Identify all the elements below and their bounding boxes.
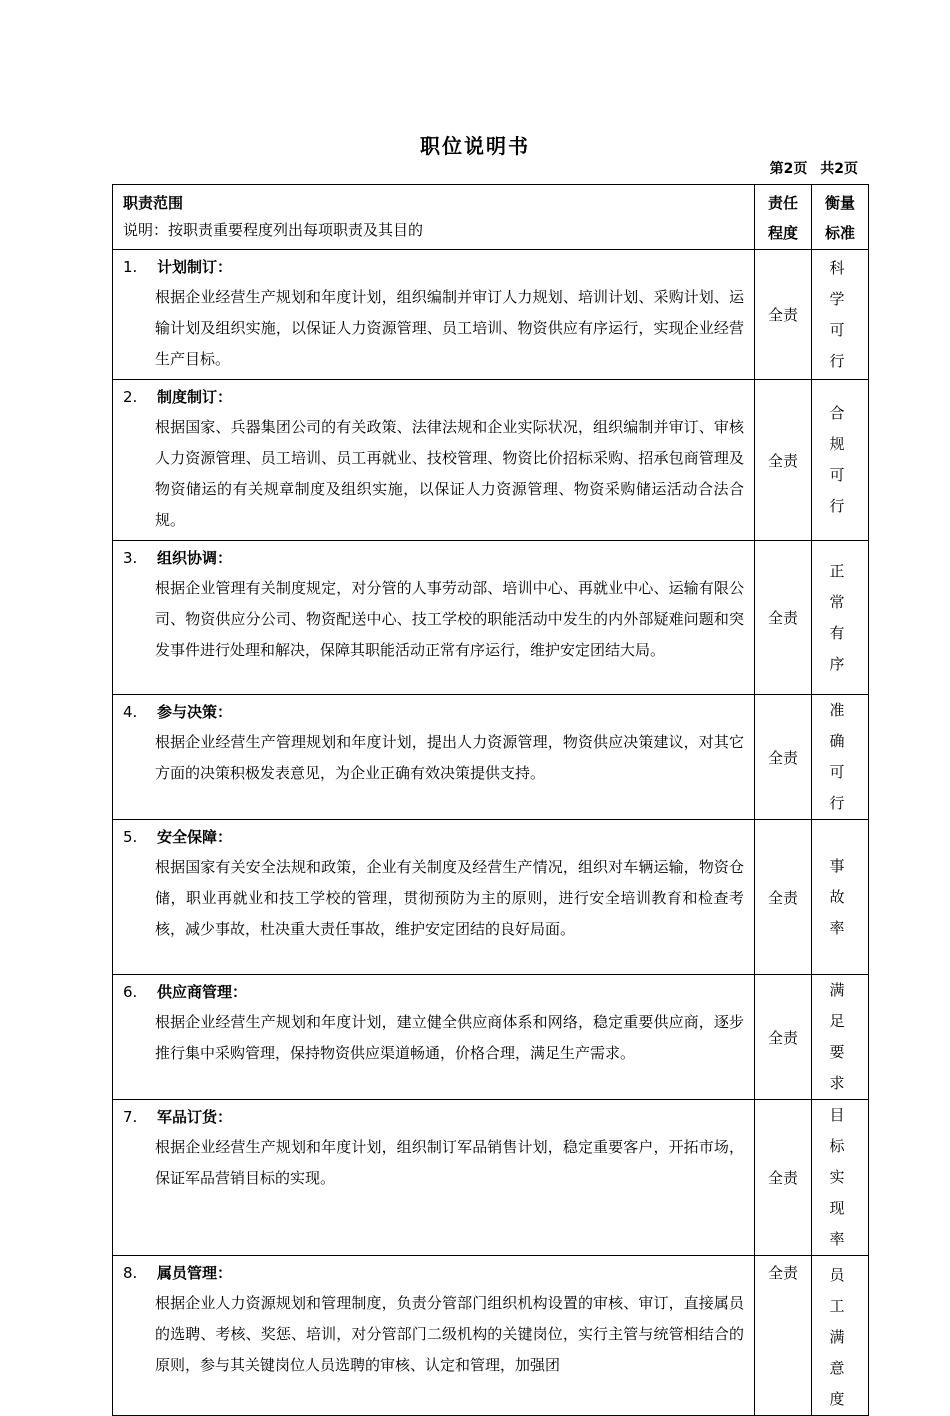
- duty-heading: [113, 975, 754, 1005]
- duty-cell: [113, 1256, 755, 1416]
- standard-line1: 准确: [829, 701, 851, 750]
- table-row: [113, 975, 869, 1100]
- standard-cell: [812, 250, 869, 380]
- duty-heading: [113, 695, 754, 725]
- standard-cell: [812, 1256, 869, 1416]
- table-row: [113, 695, 869, 820]
- standard-line1: 事故: [829, 856, 851, 906]
- standard-line2: 满意: [829, 1328, 851, 1377]
- duty-heading-text: 军品订货：: [157, 1108, 233, 1126]
- duty-number: 4.: [123, 703, 138, 721]
- duty-cell: [113, 541, 755, 695]
- responsibility-cell: 全责: [755, 975, 812, 1100]
- responsibility-cell: 全责: [755, 695, 812, 820]
- responsibility-cell: 全责: [755, 820, 812, 975]
- duty-description: 根据国家、兵器集团公司的有关政策、法律法规和企业实际状况，组织编制并审订、审核人力资源管理、员工培训、员工再就业、技校管理、物资比价招标采购、招承包商管理及物资储运的有关规章制度及组织实施，以保证人力资源管理、物资采购储运活动合法合规。: [155, 418, 744, 529]
- standard-line2: 实现: [829, 1168, 851, 1217]
- standard-line2: 率: [829, 918, 851, 937]
- duty-heading-text: 安全保障：: [157, 828, 233, 846]
- table-row: [113, 1256, 869, 1416]
- responsibility-cell: 全责: [755, 1100, 812, 1256]
- responsibility-header-cell: [755, 185, 812, 250]
- scope-note: 说明：按职责重要程度列出每项职责及其目的: [123, 221, 424, 239]
- responsibility-cell: 全责: [755, 1256, 812, 1416]
- standard-cell: [812, 1100, 869, 1256]
- table-row: [113, 820, 869, 975]
- duty-description: 根据企业经营生产规划和年度计划，建立健全供应商体系和网络，稳定重要供应商，逐步推行集中采购管理，保持物资供应渠道畅通，价格合理，满足生产需求。: [155, 1013, 744, 1062]
- scope-title: 职责范围: [123, 194, 184, 212]
- document-title: 职位说明书: [420, 134, 530, 158]
- duty-number: 3.: [123, 549, 138, 567]
- standard-header-line1: 衡量: [824, 194, 855, 212]
- duty-heading-text: 供应商管理：: [157, 983, 248, 1001]
- standard-line2: 可行: [829, 320, 851, 370]
- standard-line1: 合规: [829, 404, 851, 453]
- duty-heading-text: 属员管理：: [157, 1264, 233, 1282]
- standard-line1: 科学: [829, 258, 851, 308]
- table-row: [113, 1100, 869, 1256]
- duty-number: 2.: [123, 388, 138, 406]
- duty-heading-text: 制度制订：: [157, 388, 233, 406]
- table-row: [113, 380, 869, 541]
- duty-cell: [113, 250, 755, 380]
- standard-cell: [812, 975, 869, 1100]
- duty-cell: [113, 975, 755, 1100]
- duty-description: 根据企业管理有关制度规定，对分管的人事劳动部、培训中心、再就业中心、运输有限公司、物资供应分公司、物资配送中心、技工学校的职能活动中发生的内外部疑难问题和突发事件进行处理和解决，保障其职能活动正常有序运行，维护安定团结大局。: [155, 579, 744, 659]
- page-info: 第2页 共2页: [769, 161, 858, 177]
- duty-cell: [113, 380, 755, 541]
- duty-cell: [113, 695, 755, 820]
- standard-cell: [812, 541, 869, 695]
- duty-description: 根据企业经营生产规划和年度计划，组织编制并审订人力规划、培训计划、采购计划、运输计划及组织实施，以保证人力资源管理、员工培训、物资供应有序运行，实现企业经营生产目标。: [155, 288, 744, 368]
- duty-heading: [113, 250, 754, 280]
- table-row: [113, 541, 869, 695]
- standard-cell: [812, 695, 869, 820]
- duty-heading: [113, 380, 754, 410]
- duty-heading-text: 组织协调：: [157, 549, 233, 567]
- duty-heading: [113, 541, 754, 571]
- duty-number: 1.: [123, 258, 138, 276]
- responsibility-header-line2: 程度: [767, 224, 798, 242]
- duty-cell: [113, 820, 755, 975]
- responsibility-header-line1: 责任: [767, 194, 798, 212]
- duty-description: 根据国家有关安全法规和政策，企业有关制度及经营生产情况，组织对车辆运输，物资仓储，职业再就业和技工学校的管理，贯彻预防为主的原则，进行安全培训教育和检查考核，减少事故，杜决重大责任事故，维护安定团结的良好局面。: [155, 858, 744, 938]
- standard-line1: 员工: [829, 1266, 851, 1315]
- duty-number: 7.: [123, 1108, 138, 1126]
- standard-line1: 满足: [829, 981, 851, 1030]
- duty-heading: [113, 820, 754, 850]
- duty-table: [112, 184, 869, 1416]
- table-row: [113, 250, 869, 380]
- duty-cell: [113, 1100, 755, 1256]
- duty-number: 5.: [123, 828, 138, 846]
- duty-number: 6.: [123, 983, 138, 1001]
- responsibility-cell: 全责: [755, 380, 812, 541]
- standard-cell: [812, 380, 869, 541]
- standard-line3: 度: [829, 1390, 851, 1408]
- standard-line1: 目标: [829, 1106, 851, 1155]
- duty-heading-text: 参与决策：: [157, 703, 233, 721]
- duty-heading: [113, 1256, 754, 1286]
- standard-line2: 有序: [829, 623, 851, 673]
- table-header-row: [113, 185, 869, 250]
- duty-number: 8.: [123, 1264, 138, 1282]
- responsibility-cell: 全责: [755, 541, 812, 695]
- standard-header-line2: 标准: [824, 224, 855, 242]
- duty-heading-text: 计划制订：: [157, 258, 233, 276]
- duty-heading: [113, 1100, 754, 1130]
- standard-line2: 要求: [829, 1043, 851, 1092]
- standard-cell: [812, 820, 869, 975]
- standard-line1: 正常: [829, 561, 851, 611]
- duty-description: 根据企业经营生产规划和年度计划，组织制订军品销售计划，稳定重要客户，开拓市场，保证军品营销目标的实现。: [155, 1138, 744, 1187]
- duty-description: 根据企业经营生产管理规划和年度计划，提出人力资源管理，物资供应决策建议，对其它方面的决策积极发表意见，为企业正确有效决策提供支持。: [155, 733, 744, 782]
- standard-header-cell: [812, 185, 869, 250]
- standard-line2: 可行: [829, 763, 851, 812]
- responsibility-cell: 全责: [755, 250, 812, 380]
- standard-line3: 率: [829, 1230, 851, 1248]
- scope-header-cell: [113, 185, 755, 250]
- standard-line2: 可行: [829, 466, 851, 515]
- duty-description: 根据企业人力资源规划和管理制度，负责分管部门组织机构设置的审核、审订，直接属员的选聘、考核、奖惩、培训，对分管部门二级机构的关键岗位，实行主管与统管相结合的原则，参与其关键岗位人员选聘的审核、认定和管理，加强团: [155, 1294, 744, 1374]
